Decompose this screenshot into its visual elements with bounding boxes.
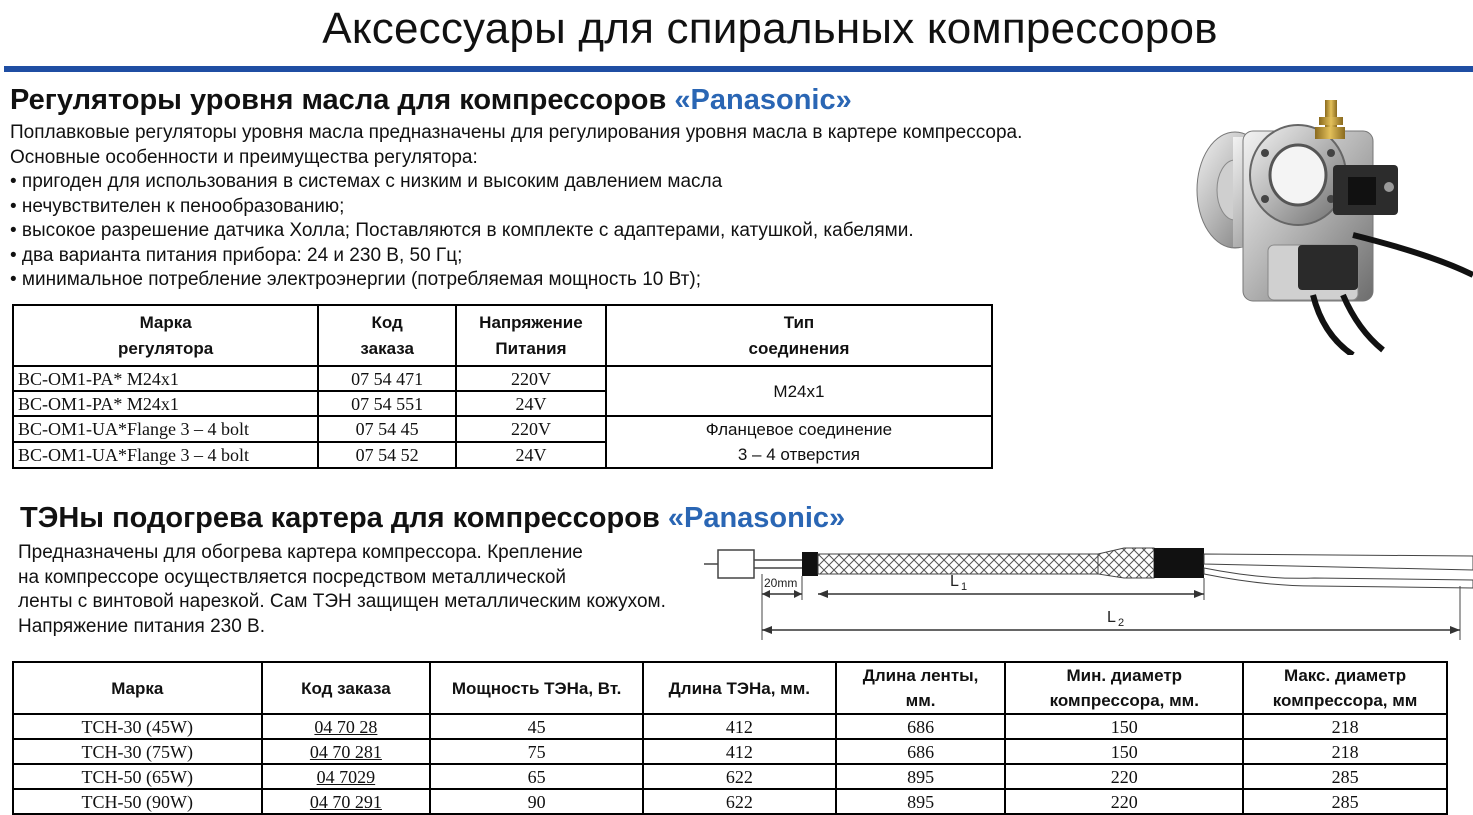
order-code-cell: 04 70 281: [262, 739, 431, 764]
order-code-cell: 07 54 52: [318, 442, 456, 468]
connection-cell: M24x1: [606, 366, 992, 416]
heaters-heading: [20, 502, 845, 535]
band-length-cell: 686: [836, 714, 1006, 739]
dim-l1-subscript: 1: [961, 581, 968, 593]
text-line: ленты с винтовой нарезкой. Сам ТЭН защищен металлическим кожухом.: [18, 591, 666, 612]
order-code-cell: 07 54 471: [318, 366, 456, 391]
order-code-cell: 04 7029: [262, 764, 431, 789]
power-cell: 65: [430, 764, 643, 789]
header-cell: Марка регулятора: [13, 305, 318, 366]
min-diameter-cell: 220: [1005, 789, 1243, 814]
order-code-cell: 07 54 45: [318, 416, 456, 442]
model-cell: TCH-50 (65W): [13, 764, 262, 789]
model-cell: TCH-50 (90W): [13, 789, 262, 814]
header-cell: Мин. диаметр компрессора, мм.: [1005, 662, 1243, 714]
max-diameter-cell: 285: [1243, 789, 1447, 814]
connection-cell: Фланцевое соединение 3 – 4 отверстия: [606, 416, 992, 468]
min-diameter-cell: 150: [1005, 739, 1243, 764]
order-code-cell: 04 70 291: [262, 789, 431, 814]
text-line: • нечувствителен к пенообразованию;: [10, 195, 345, 217]
text-line: Поплавковые регуляторы уровня масла предназначены для регулирования уровня масла в картере компрессора.: [10, 122, 1023, 143]
header-cell: Код заказа: [318, 305, 456, 366]
text-line: Предназначены для обогрева картера компрессора. Крепление: [18, 542, 583, 563]
band-length-cell: 895: [836, 764, 1006, 789]
voltage-cell: 220V: [456, 366, 606, 391]
model-cell: BC-OM1-UA*Flange 3 – 4 bolt: [13, 416, 318, 442]
power-cell: 45: [430, 714, 643, 739]
band-length-cell: 686: [836, 739, 1006, 764]
order-code-cell: 04 70 28: [262, 714, 431, 739]
voltage-cell: 220V: [456, 416, 606, 442]
length-cell: 622: [643, 789, 836, 814]
heaters-description: [18, 541, 666, 639]
table-header-row: [13, 305, 992, 366]
header-cell: Тип соединения: [606, 305, 992, 366]
table-row: [13, 416, 992, 442]
model-cell: TCH-30 (75W): [13, 739, 262, 764]
max-diameter-cell: 218: [1243, 714, 1447, 739]
dim-l2: L: [1107, 609, 1116, 626]
text-line: • пригоден для использования в системах с низким и высоким давлением масла: [10, 171, 723, 192]
length-cell: 622: [643, 764, 836, 789]
title-underline: [4, 66, 1473, 72]
length-cell: 412: [643, 739, 836, 764]
length-cell: 412: [643, 714, 836, 739]
regulators-heading: [10, 84, 852, 117]
header-cell: Мощность ТЭНа, Вт.: [430, 662, 643, 714]
header-cell: Марка: [13, 662, 262, 714]
heaters-table: [12, 661, 1448, 815]
header-cell: Длина ленты, мм.: [836, 662, 1006, 714]
dim-l1: L: [950, 573, 959, 590]
power-cell: 90: [430, 789, 643, 814]
voltage-cell: 24V: [456, 442, 606, 468]
dim-20mm: 20mm: [764, 576, 798, 590]
header-cell: Длина ТЭНа, мм.: [643, 662, 836, 714]
table-row: [13, 739, 1447, 764]
text-line: • высокое разрешение датчика Холла; Поставляются в комплекте с адаптерами, катушкой, кабелями.: [10, 220, 914, 241]
model-cell: BC-OM1-PA* M24x1: [13, 366, 318, 391]
model-cell: BC-OM1-UA*Flange 3 – 4 bolt: [13, 442, 318, 468]
text-line: • два варианта питания прибора: 24 и 230 В, 50 Гц;: [10, 244, 463, 266]
heater-diagram: [704, 540, 1473, 648]
heaters-brand: «Panasonic»: [667, 502, 846, 534]
table-header-row: [13, 662, 1447, 714]
regulators-heading-text: Регуляторы уровня масла для компрессоров: [10, 84, 667, 116]
header-cell: Код заказа: [262, 662, 431, 714]
oil-regulator-photo: [1183, 95, 1473, 355]
header-cell: Напряжение Питания: [456, 305, 606, 366]
regulators-table: [12, 304, 993, 469]
text-line: на компрессоре осуществляется посредством металлической: [18, 566, 567, 588]
table-row: [13, 789, 1447, 814]
min-diameter-cell: 150: [1005, 714, 1243, 739]
heaters-heading-text: ТЭНы подогрева картера для компрессоров: [20, 502, 660, 534]
order-code-cell: 07 54 551: [318, 391, 456, 416]
voltage-cell: 24V: [456, 391, 606, 416]
text-line: Основные особенности и преимущества регулятора:: [10, 146, 478, 168]
model-cell: TCH-30 (45W): [13, 714, 262, 739]
dim-l2-subscript: 2: [1118, 617, 1125, 629]
min-diameter-cell: 220: [1005, 764, 1243, 789]
text-line: • минимальное потребление электроэнергии (потребляемая мощность 10 Вт);: [10, 269, 701, 290]
regulators-brand: «Panasonic»: [674, 84, 852, 116]
max-diameter-cell: 218: [1243, 739, 1447, 764]
max-diameter-cell: 285: [1243, 764, 1447, 789]
band-length-cell: 895: [836, 789, 1006, 814]
table-row: [13, 366, 992, 391]
table-row: [13, 764, 1447, 789]
regulators-description: [10, 121, 1022, 293]
model-cell: BC-OM1-PA* M24x1: [13, 391, 318, 416]
page-title: Аксессуары для спиральных компрессоров: [322, 4, 1218, 53]
table-row: [13, 714, 1447, 739]
header-cell: Макс. диаметр компрессора, мм: [1243, 662, 1447, 714]
power-cell: 75: [430, 739, 643, 764]
text-line: Напряжение питания 230 В.: [18, 615, 266, 637]
